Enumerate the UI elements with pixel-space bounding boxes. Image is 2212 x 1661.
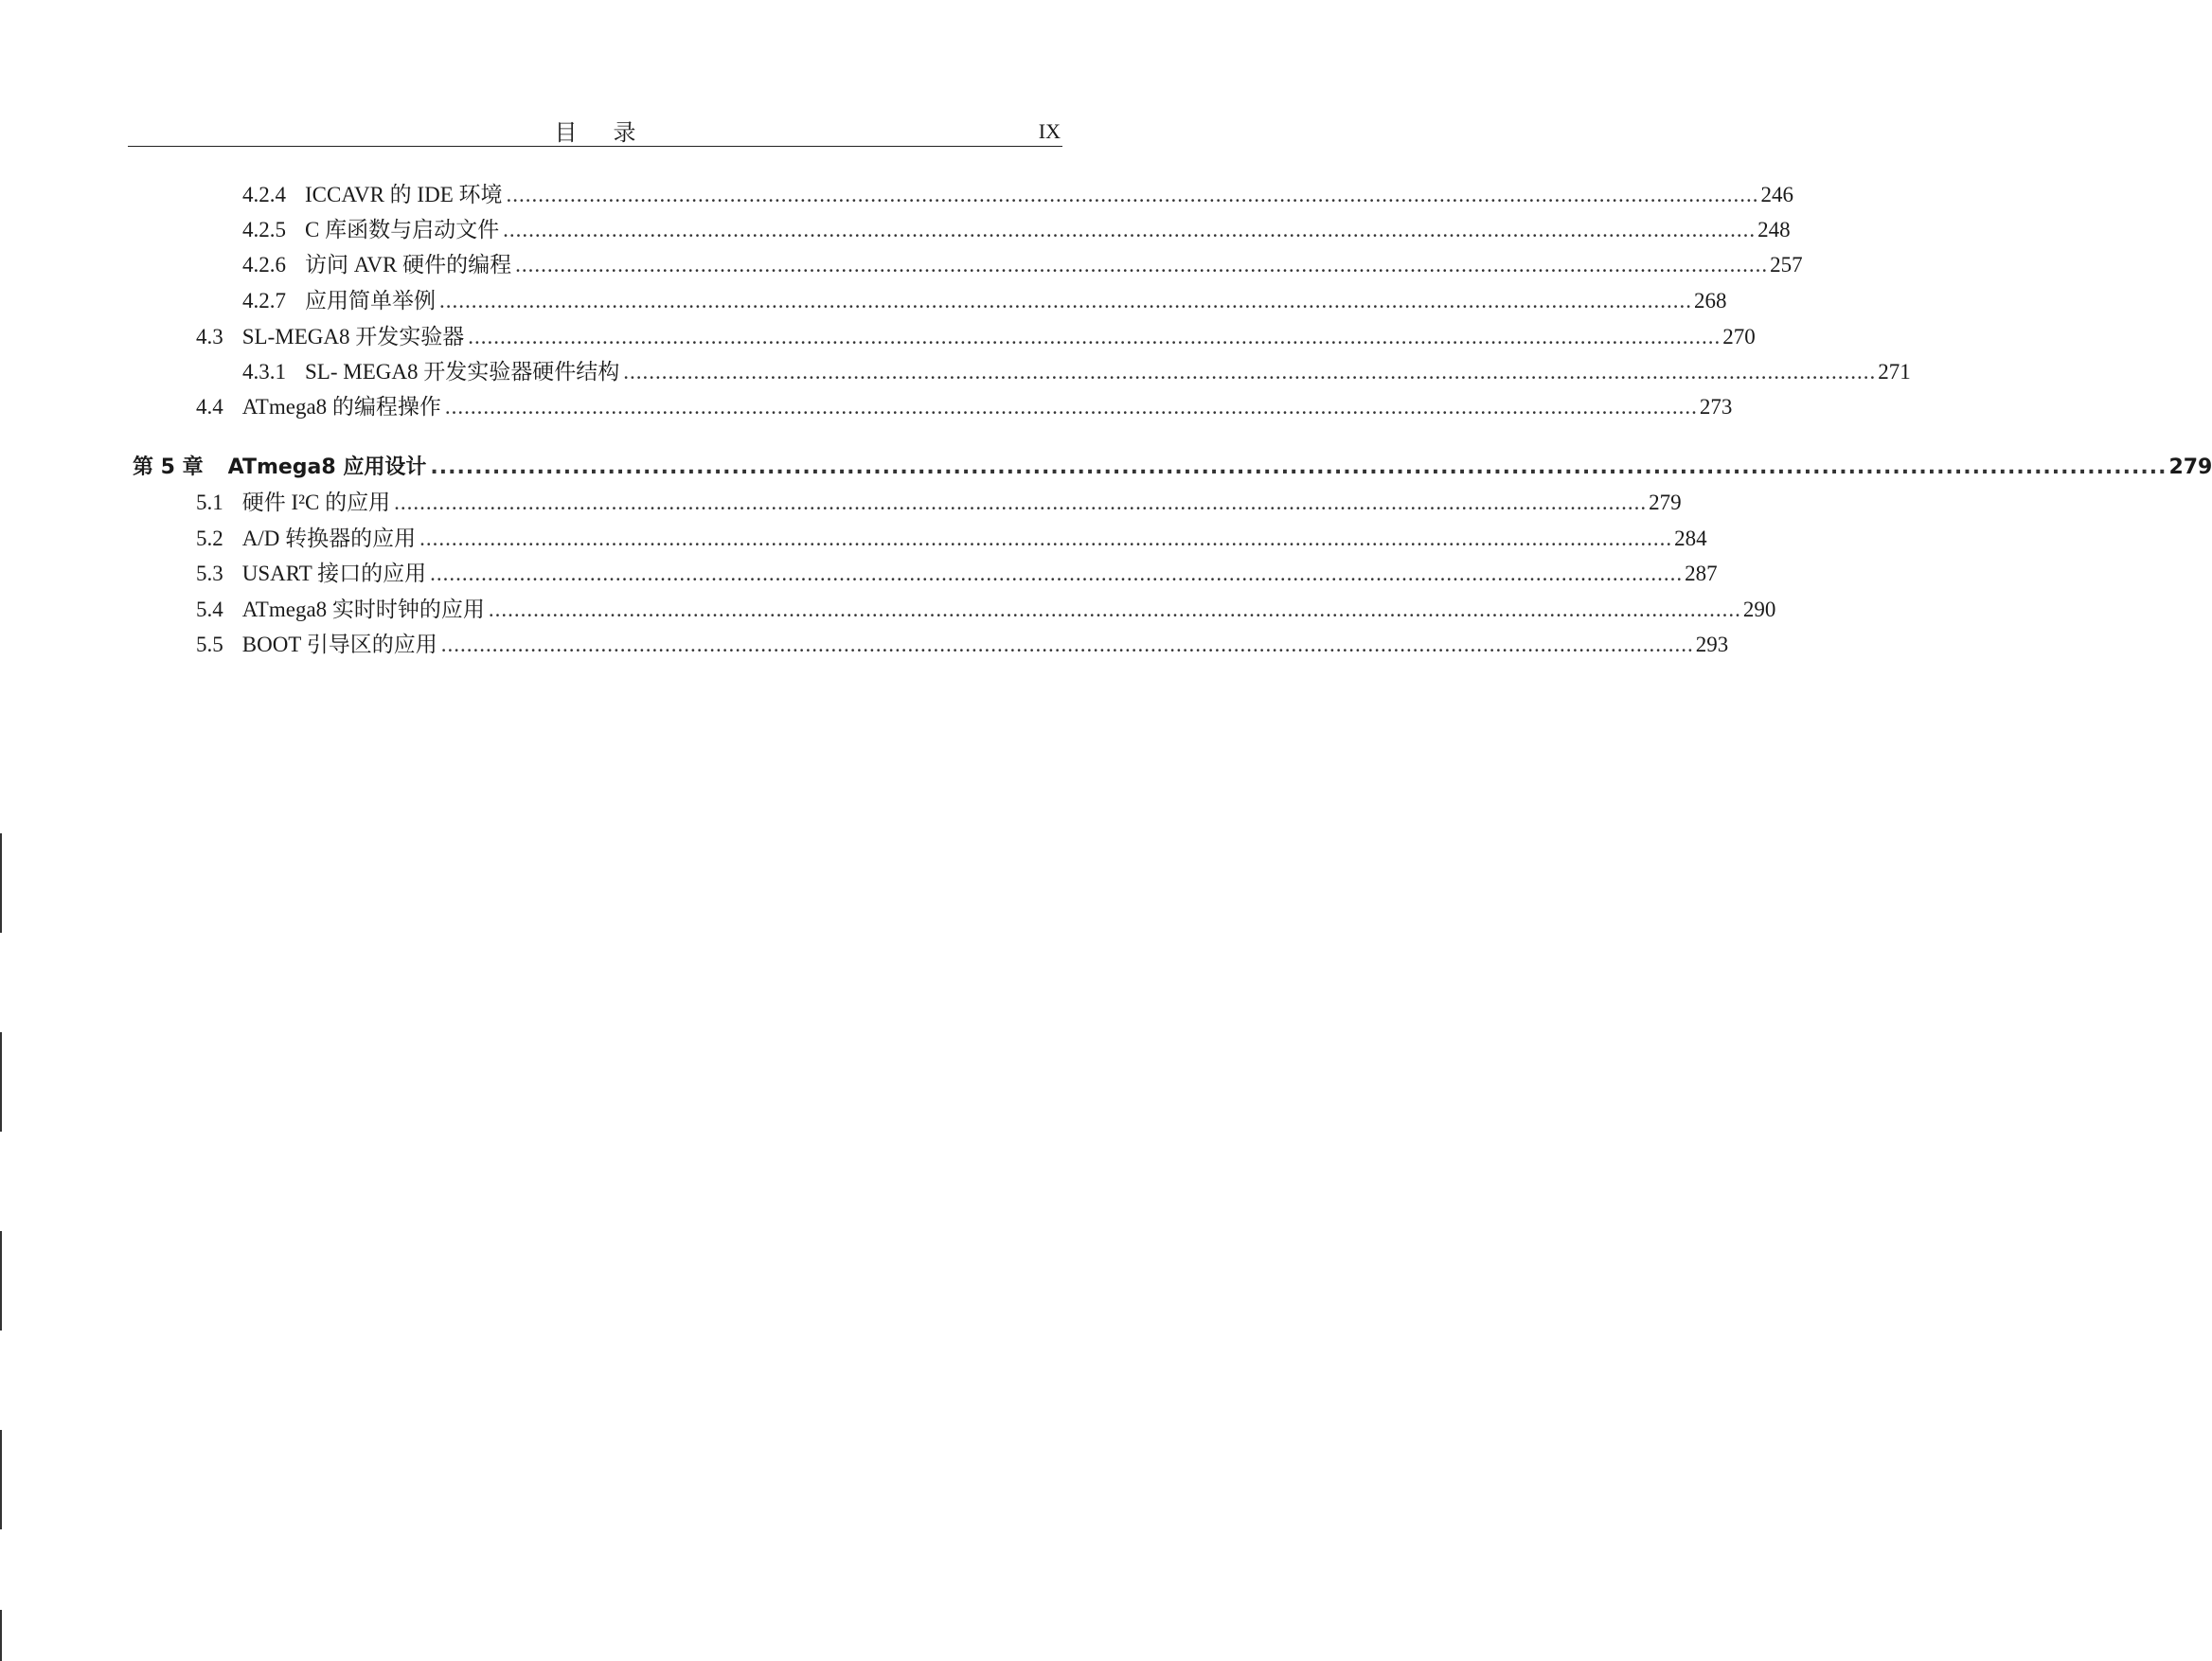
leader-dots: ....................................................................................................................................................................................................: [394, 491, 1648, 514]
toc-entry-page: 284: [1674, 527, 1707, 550]
leader-dots: ....................................................................................................................................................................................................: [506, 183, 1759, 206]
toc-entry-title: 访问 AVR 硬件的编程: [305, 253, 512, 277]
toc-entry-page: 287: [1685, 562, 1718, 585]
toc-entry[interactable]: [196, 628, 1729, 658]
toc-entry[interactable]: [242, 213, 1791, 243]
toc-entry[interactable]: [196, 320, 1756, 350]
toc-entry-number: 5.5: [196, 633, 223, 656]
leader-dots: ....................................................................................................................................................................................................: [515, 253, 1769, 277]
toc-entry-page: 273: [1699, 395, 1733, 419]
toc-entry-title: USART 接口的应用: [241, 562, 427, 585]
toc-chapter-page: 279: [2168, 455, 2212, 479]
toc-chapter-entry[interactable]: [133, 451, 2212, 481]
scan-edge-mark: [0, 1430, 2, 1529]
toc-entry-number: 4.4: [196, 395, 223, 419]
toc-chapter-number: 第 5 章: [133, 455, 204, 479]
toc-entry-number: 4.3: [196, 325, 223, 348]
toc-entry[interactable]: [196, 522, 1707, 552]
toc-entry-number: 5.4: [196, 598, 223, 621]
toc-chapter-title: ATmega8 应用设计: [227, 455, 427, 479]
header-page-number: IX: [1038, 119, 1061, 143]
toc-entry-number: 4.2.6: [242, 253, 286, 277]
toc-entry[interactable]: [242, 178, 1794, 208]
toc-entry-number: 5.2: [196, 527, 223, 550]
leader-dots: ....................................................................................................................................................................................................: [419, 527, 1673, 550]
leader-dots: ....................................................................................................................................................................................................: [430, 455, 2167, 479]
page-header: [128, 112, 1062, 147]
toc-entry-page: 293: [1695, 633, 1729, 656]
toc-entry-title: SL- MEGA8 开发实验器硬件结构: [305, 360, 620, 384]
leader-dots: ....................................................................................................................................................................................................: [488, 598, 1741, 621]
toc-entry[interactable]: [196, 390, 1733, 420]
leader-dots: ....................................................................................................................................................................................................: [444, 395, 1698, 419]
toc-entry-page: 279: [1649, 491, 1682, 514]
toc-entry[interactable]: [242, 248, 1803, 278]
toc-entry-number: 5.3: [196, 562, 223, 585]
scan-edge-mark: [0, 1231, 2, 1331]
toc-entry-number: 4.3.1: [242, 360, 286, 384]
toc-entry-page: 270: [1722, 325, 1756, 348]
toc-entry-title: A/D 转换器的应用: [241, 527, 417, 550]
toc-entry-page: 290: [1742, 598, 1776, 621]
toc-entry-number: 4.2.4: [242, 183, 286, 206]
toc-entry-title: 应用简单举例: [305, 289, 436, 313]
header-title: 目录: [554, 121, 672, 146]
toc-entry[interactable]: [196, 486, 1682, 516]
toc-entry-page: 246: [1760, 183, 1794, 206]
scan-edge-mark: [0, 1032, 2, 1132]
toc-entry-number: 5.1: [196, 491, 223, 514]
toc-entry-title: ICCAVR 的 IDE 环境: [305, 183, 503, 206]
toc-entry-page: 248: [1757, 218, 1791, 241]
leader-dots: ....................................................................................................................................................................................................: [468, 325, 1721, 348]
scan-edge-mark: [0, 833, 2, 933]
toc-entry[interactable]: [196, 557, 1718, 587]
toc-entry-title: ATmega8 实时时钟的应用: [241, 598, 485, 621]
toc-entry[interactable]: [196, 593, 1776, 623]
toc-entry-title: 硬件 I²C 的应用: [241, 491, 391, 514]
toc-entry[interactable]: [242, 355, 1911, 385]
toc-entry-number: 4.2.5: [242, 218, 286, 241]
toc-entry-title: ATmega8 的编程操作: [241, 395, 441, 419]
scan-edge-mark: [0, 1610, 2, 1661]
toc-entry-title: SL-MEGA8 开发实验器: [241, 325, 465, 348]
toc-entry-title: BOOT 引导区的应用: [241, 633, 437, 656]
leader-dots: ....................................................................................................................................................................................................: [439, 289, 1692, 313]
leader-dots: ....................................................................................................................................................................................................: [440, 633, 1694, 656]
toc-entry-page: 257: [1770, 253, 1803, 277]
leader-dots: ....................................................................................................................................................................................................: [430, 562, 1684, 585]
toc-entry-number: 4.2.7: [242, 289, 286, 313]
toc-entry-page: 271: [1878, 360, 1911, 384]
leader-dots: ....................................................................................................................................................................................................: [623, 360, 1877, 384]
leader-dots: ....................................................................................................................................................................................................: [503, 218, 1757, 241]
toc-entry-page: 268: [1694, 289, 1727, 313]
toc-entry-title: C 库函数与启动文件: [305, 218, 500, 241]
toc-entry[interactable]: [242, 284, 1727, 314]
